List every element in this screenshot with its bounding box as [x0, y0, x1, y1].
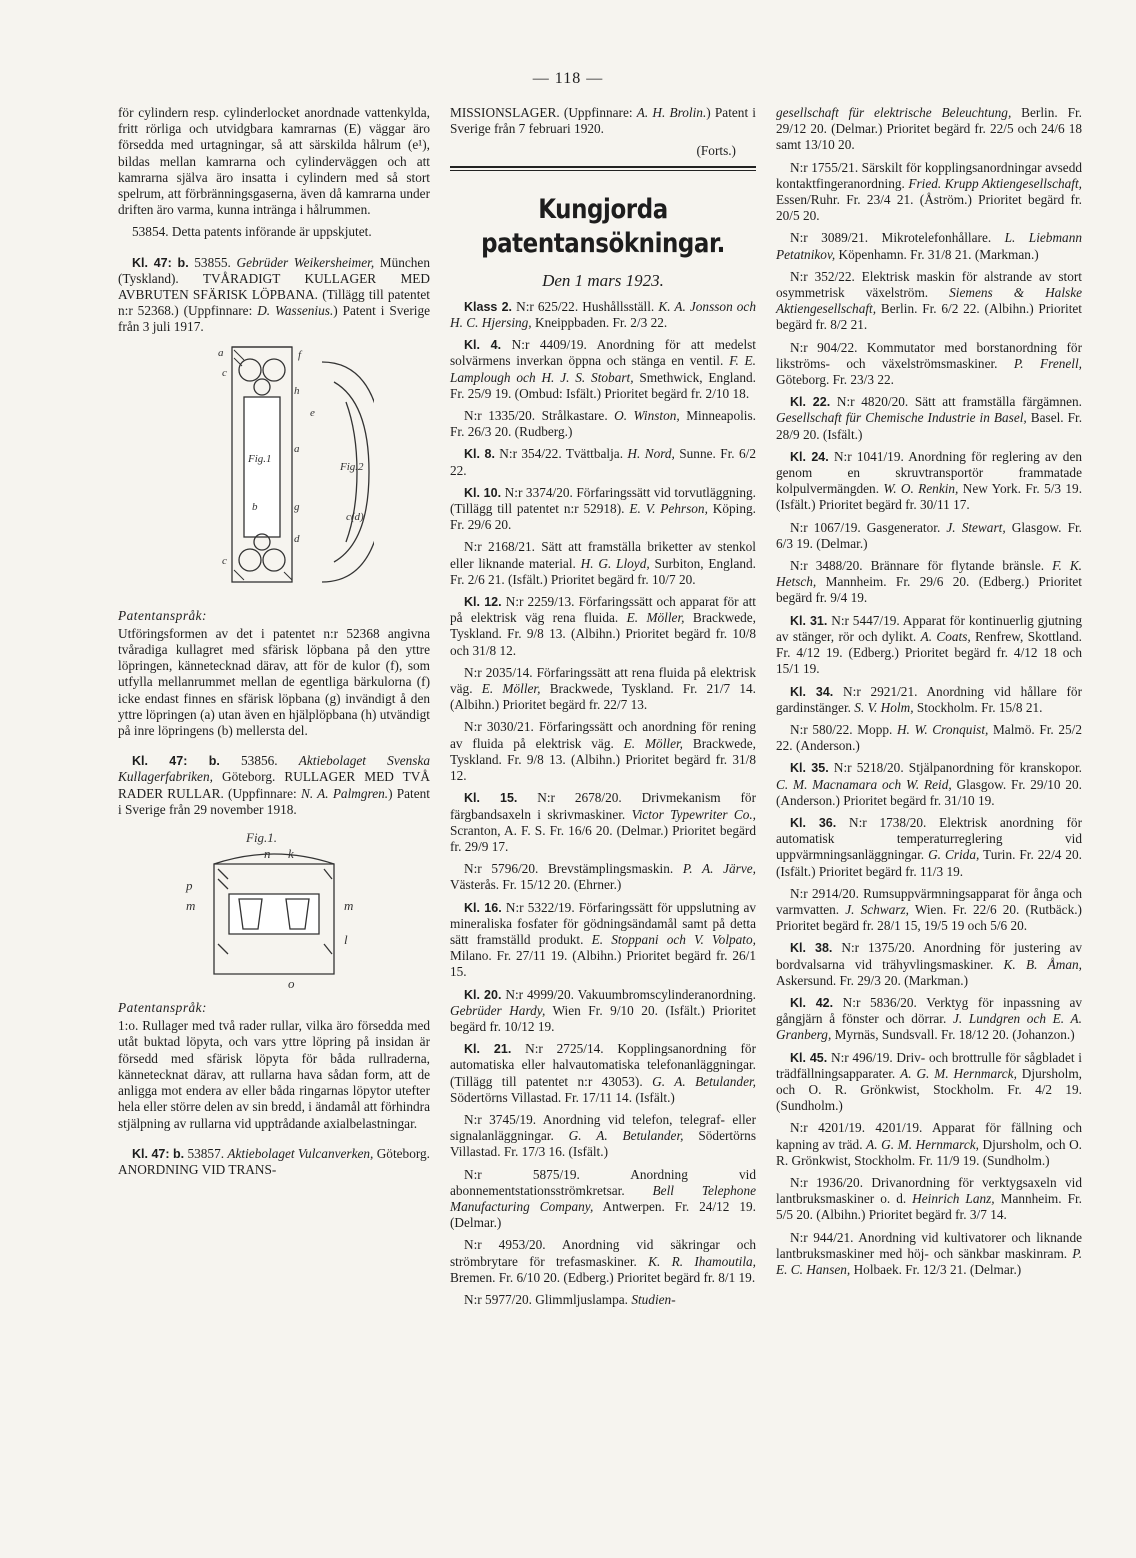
- claim-text: Utföringsformen av det i patentet n:r 52368 angivna tvåradiga kullagret med sfärisk löpbana på den yttre löpringen, kännetecknad därav, att för de kulor (f), som utfylla mellanrummet mellan de egentliga bärkulorna (f) icke endast finnes en sfärisk löpbana (g) invändigt å den yttre löpringen (a) utan även en hjälplöpbana (h) utvändigt på inre löpringens (b) mellersta del.: [118, 625, 430, 739]
- entry-text: N:r 4409/19. Anordning för att medelst solvärmens inverkan öppna och stänga en ventil.: [450, 337, 757, 369]
- applicant: Heinrich Lanz,: [912, 1191, 995, 1207]
- application-entry: [776, 815, 1082, 880]
- entry-text: München (Tyskland). TVÅRADIGT KULLAGER MED AVBRUTEN SFÄRISK LÖPBANA. (Tillägg till patentet n:r 52368.) (Uppfinnare:: [118, 254, 430, 319]
- entry-tail: Mannheim. Fr. 29/6 20. (Edberg.) Prioritet begärd fr. 9/4 19.: [776, 574, 1082, 606]
- entry-text: N:r 1375/20. Anordning för justering av bordvalsarna vid trähyvlingsmaskiner.: [776, 940, 1083, 972]
- paragraph: för cylindern resp. cylinderlocket anordnade vattenkylda, fritt rörliga och utvidgbara kamrarnas (E) väggar äro försedda med urtagningar, så att särskilda hålrum (e¹), bildas mellan kamrarna och cylinderväggen och att kamrarna själva äro insatta i cylindern med så stort spelrum, att förbränningsgaserna, även då kamrarna under driften äro varma, kunna intränga i hålrummen.: [118, 105, 430, 218]
- entry-tail: Essen/Ruhr. Fr. 23/4 21. (Åström.) Prioritet begärd fr. 20/5 20.: [776, 192, 1082, 224]
- entry-tail: Glasgow. Fr. 29/10 20. (Anderson.) Prioritet begärd fr. 31/10 19.: [776, 776, 1082, 808]
- inventor: N. A. Palmgren.: [300, 785, 389, 801]
- entry-tail: Stockholm. Fr. 15/8 21.: [916, 699, 1043, 715]
- application-entry: [776, 886, 1082, 935]
- fig-label: f: [298, 348, 302, 361]
- entry-text: N:r 3488/20. Brännare för flytande bränsle.: [790, 558, 1045, 574]
- applicant: Studien-: [631, 1291, 676, 1307]
- application-entry: [450, 1112, 756, 1161]
- column-right: [776, 105, 1082, 1284]
- entry-text: N:r 3089/21. Mikrotelefonhållare.: [790, 230, 992, 246]
- application-entry: [450, 299, 756, 331]
- entry-tail: Renfrew, Skottland. Fr. 4/12 19. (Edberg.) Prioritet begärd fr. 4/12 18 och 15/1 19.: [776, 628, 1083, 677]
- entry-tail: Södertörns Villastad. Fr. 17/3 16. (Isfält.): [450, 1128, 757, 1160]
- entry-text: N:r 5218/20. Stjälpanordning för kranskopor.: [833, 760, 1082, 776]
- entry-tail: Wien Fr. 9/10 20. (Isfält.) Prioritet begärd fr. 10/12 19.: [450, 1002, 756, 1034]
- entry-text: N:r 4953/20. Anordning vid säkringar och strömbrytare för trefasmaskiner.: [450, 1237, 756, 1269]
- entry-text: MISSIONSLAGER. (Uppfinnare:: [450, 105, 633, 120]
- class-label: Kl. 45.: [790, 1050, 828, 1065]
- entry-text: N:r 3374/20. Förfaringssätt vid torvutläggning. (Tillägg till patentet n:r 52918).: [450, 484, 756, 517]
- fig-label: Fig.2: [340, 460, 364, 473]
- applicant: A. Coats,: [920, 628, 971, 644]
- application-entry: [776, 449, 1082, 514]
- applicant: Fried. Krupp Aktiengesellschaft,: [908, 175, 1082, 191]
- entry-text: N:r 496/19. Driv- och brottrulle för sågbladet i trädfällningsapparater.: [776, 1049, 1082, 1081]
- application-entry: [776, 160, 1082, 225]
- column-left: [118, 105, 430, 1184]
- patent-number: 53856.: [241, 753, 278, 769]
- entry-text: N:r 5322/19. Förfaringssätt för uppslutning av mineraliska fosfater för gödningsändamål samt på detta sätt framställd produkt.: [450, 899, 757, 947]
- applicant: W. O. Renkin,: [883, 481, 959, 497]
- application-entry: [776, 269, 1082, 334]
- fig-label: h: [294, 384, 300, 397]
- entry-tail: Milano. Fr. 27/11 19. (Albihn.) Prioritet begärd fr. 26/1 15.: [450, 948, 756, 980]
- entry-tail: Scranton, A. F. S. Fr. 16/6 20. (Delmar.) Prioritet begärd fr. 29/9 17.: [450, 822, 756, 854]
- entry-tail: Djursholm, och O. R. Grönkwist, Stockholm. Fr. 4/2 19. (Sundholm.): [776, 1065, 1082, 1114]
- entry-text: N:r 1335/20. Strålkastare.: [464, 408, 608, 424]
- application-list: [776, 105, 1082, 1278]
- entry-text: N:r 5836/20. Verktyg för inpassning av gångjärn å fönster och dörrar.: [776, 994, 1082, 1027]
- entry-text: Göteborg. ANORDNING VID TRANS-: [118, 1145, 431, 1177]
- entry-text: N:r 4201/19. 4201/19. Apparat för fällning och kapning av träd.: [776, 1120, 1082, 1152]
- entry-text: Göteborg. RULLAGER MED TVÅ RADER RULLAR. (Uppfinnare:: [118, 769, 431, 801]
- application-entry: [776, 105, 1082, 154]
- entry-text: N:r 5796/20. Brevstämplingsmaskin.: [464, 861, 674, 877]
- class-label: Kl. 36.: [790, 815, 837, 830]
- application-entry: [450, 408, 756, 440]
- applicant: Gebrüder Weikersheimer,: [236, 254, 375, 270]
- fig-label: c(d): [346, 510, 364, 523]
- entry-tail: Holbaek. Fr. 12/3 21. (Delmar.): [853, 1262, 1022, 1277]
- patent-entry: [118, 255, 430, 336]
- entry-tail: Askersund. Fr. 29/3 20. (Markman.): [776, 972, 969, 988]
- paragraph: 53854. Detta patents införande är uppskjutet.: [132, 224, 372, 240]
- applicant: E. Möller,: [623, 735, 684, 751]
- fig-title: Fig.1.: [246, 830, 278, 846]
- application-entry: [450, 337, 756, 402]
- entry-tail: Smethwick, England. Fr. 25/9 19. (Ombud: Isfält.) Prioritet begärd fr. 2/10 18.: [450, 369, 757, 401]
- application-entry: [450, 719, 756, 784]
- inventor: D. Wassenius.: [257, 303, 334, 319]
- application-entry: [776, 394, 1082, 443]
- applicant: K. R. Ihamoutila,: [648, 1253, 757, 1269]
- application-entry: [776, 940, 1082, 989]
- fig-label: d: [294, 532, 300, 545]
- entry-text: N:r 4820/20. Sätt att framställa färgämnen.: [836, 394, 1082, 410]
- class-label: Kl. 47: b.: [132, 255, 189, 270]
- application-entry: [450, 594, 756, 659]
- application-entry: [776, 230, 1082, 262]
- applicant: Bell Telephone Manufacturing Company,: [450, 1182, 756, 1214]
- application-entry: [450, 987, 756, 1036]
- applicant: Siemens & Halske Aktiengesellschaft,: [776, 285, 1082, 317]
- class-label: Kl. 22.: [790, 395, 831, 410]
- entry-text: N:r 2725/14. Kopplingsanordning för automatiska eller halvautomatiska telefonanläggningar. (Tillägg till patentet n:r 43053).: [450, 1041, 757, 1089]
- entry-text: N:r 5875/19. Anordning vid abonnementstationsströmkretsar.: [450, 1166, 756, 1198]
- application-entry: [776, 1120, 1082, 1169]
- application-entry: [776, 1175, 1082, 1224]
- entry-tail: ) Patent i Sverige från 3 juli 1917.: [118, 303, 430, 335]
- entry-text: N:r 580/22. Mopp.: [790, 721, 893, 737]
- applicant: P. Frenell,: [1013, 355, 1082, 371]
- entry-text: N:r 944/21. Anordning vid kultivatorer och liknande lantbruksmaskiner med höj- och sänkbar maskinram.: [776, 1229, 1082, 1261]
- ball-bottom-left: [239, 549, 261, 571]
- entry-tail: Turin. Fr. 22/4 20. (Isfält.) Prioritet begärd fr. 11/3 19.: [776, 847, 1082, 879]
- applicant: Victor Typewriter Co.,: [631, 806, 757, 822]
- class-label: Kl. 35.: [790, 761, 829, 776]
- class-label: Kl. 24.: [790, 449, 829, 464]
- claim-heading: Patentanspråk:: [118, 607, 207, 623]
- applicant: S. V. Holm,: [854, 699, 914, 715]
- applicant: Gebrüder Hardy,: [450, 1002, 546, 1018]
- applicant: P. A. Järve,: [682, 861, 756, 877]
- applicant: C. M. Macnamara och W. Reid,: [776, 776, 952, 792]
- applicant: J. Stewart,: [946, 519, 1006, 535]
- entry-tail: Glasgow. Fr. 6/3 19. (Delmar.): [776, 519, 1082, 551]
- entry-text: N:r 2678/20. Drivmekanism för färgbandsaxeln i skrivmaskiner.: [450, 790, 757, 822]
- class-label: Kl. 10.: [464, 485, 502, 500]
- entry-tail: Göteborg. Fr. 23/3 22.: [776, 372, 894, 388]
- application-entry: [450, 900, 756, 981]
- class-label: Kl. 15.: [464, 791, 518, 806]
- entry-tail: Berlin. Fr. 29/12 20. (Delmar.) Prioritet begärd fr. 22/5 och 24/6 18 samt 13/10 20.: [776, 105, 1082, 153]
- entry-tail: Wien. Fr. 22/6 20. (Rutbäck.) Prioritet begärd fr. 28/1 15, 19/5 19 och 5/6 20.: [776, 901, 1082, 934]
- entry-tail: Antwerpen. Fr. 24/12 19. (Delmar.): [450, 1198, 756, 1231]
- claim-heading: Patentanspråk:: [118, 1000, 207, 1016]
- continuation-note: (Forts.): [696, 143, 736, 159]
- section-headline: Kungjorda patentansökningar.: [481, 193, 725, 259]
- fig-label: c: [222, 554, 227, 567]
- application-entry: [776, 558, 1082, 607]
- patent-entry: [118, 1146, 430, 1178]
- applicant: L. Liebmann Petatnikov,: [776, 230, 1082, 262]
- inventor: A. H. Brolin.: [636, 105, 707, 120]
- applicant: G. Crida,: [928, 847, 980, 863]
- ball-top-center: [254, 379, 270, 395]
- applicant: P. E. C. Hansen,: [776, 1245, 1083, 1277]
- class-label: Kl. 38.: [790, 941, 833, 956]
- fig-label: m: [186, 898, 196, 914]
- patent-entry: [118, 753, 430, 818]
- entry-text: N:r 3745/19. Anordning vid telefon, telegraf- eller signalanläggningar.: [450, 1111, 756, 1144]
- entry-text: N:r 2035/14. Förfaringssätt att rena fluida på elektrisk väg.: [450, 664, 756, 697]
- applicant: G. A. Betulander,: [652, 1073, 756, 1089]
- entry-tail: Malmö. Fr. 25/2 22. (Anderson.): [776, 721, 1082, 754]
- entry-text: N:r 1738/20. Elektrisk anordning för automatisk temperaturreglering vid uppvärmningsanläggningar.: [776, 814, 1083, 863]
- entry-tail: Sunne. Fr. 6/2 22.: [450, 446, 756, 478]
- application-entry: [450, 665, 756, 714]
- applicant: E. V. Pehrson,: [629, 501, 708, 517]
- application-entry: [776, 340, 1082, 389]
- entry-text: N:r 352/22. Elektrisk maskin för alstrande av stort osymmetrisk växelström.: [776, 268, 1082, 301]
- applicant: Aktiebolaget Vulcanverken,: [227, 1145, 374, 1161]
- patent-number: 53857.: [187, 1145, 225, 1161]
- applicant: F. K. Hetsch,: [776, 558, 1083, 590]
- application-entry: [450, 1041, 756, 1106]
- ball-top-left: [239, 359, 261, 381]
- entry-text: N:r 625/22. Hushållsställ.: [516, 298, 655, 314]
- class-label: Kl. 47: b.: [132, 1146, 185, 1161]
- applicant: H. G. Lloyd,: [580, 555, 650, 571]
- entry-text: N:r 2168/21. Sätt att framställa briketter av stenkol eller liknande material.: [450, 539, 756, 571]
- entry-text: N:r 1041/19. Anordning för reglering av den genom en skruvtransportör frammatade kolpulvermängden.: [776, 448, 1082, 497]
- application-entry: [776, 1230, 1082, 1279]
- entry-tail: Södertörns Villastad. Fr. 17/11 14. (Isfält.): [450, 1089, 675, 1105]
- fig-label: l: [344, 932, 348, 948]
- fig-label: e: [310, 406, 315, 419]
- applicant: gesellschaft für elektrische Beleuchtung,: [776, 105, 1012, 120]
- ball-top-right: [263, 359, 285, 381]
- application-entry: [776, 722, 1082, 754]
- entry-tail: Mannheim. Fr. 5/5 20. (Albihn.) Prioritet begärd fr. 3/7 14.: [776, 1191, 1082, 1223]
- application-entry: [450, 790, 756, 855]
- entry-text: N:r 1936/20. Drivanordning för verktygsaxeln vid lantbruksmaskiner o. d.: [776, 1174, 1082, 1207]
- application-entry: [776, 1050, 1082, 1115]
- bearing-inner-ring: [244, 397, 280, 537]
- entry-tail: Köping. Fr. 29/6 20.: [450, 501, 756, 533]
- applicant: A. G. M. Hernmarck,: [866, 1136, 979, 1152]
- fig-label: a: [218, 346, 224, 359]
- application-entry: [450, 1237, 756, 1286]
- application-list: [450, 299, 756, 1308]
- class-label: Klass 2.: [464, 299, 513, 314]
- applicant: J. Schwarz,: [845, 901, 909, 917]
- entry-tail: Myrnäs, Sundsvall. Fr. 18/12 20. (Johanzon.): [834, 1027, 1075, 1043]
- entry-tail: Kneippbaden. Fr. 2/3 22.: [534, 315, 668, 331]
- fig-label: k: [288, 846, 294, 862]
- entry-text: N:r 2259/13. Förfaringssätt och apparat för att på elektrisk väg rena fluida.: [450, 594, 756, 626]
- application-entry: [776, 613, 1082, 678]
- entry-tail: Basel. Fr. 28/9 20. (Isfält.): [776, 410, 1083, 442]
- applicant: K. A. Jonsson och H. C. Hjersing,: [450, 298, 756, 331]
- entry-tail: Brackwede, Tyskland. Fr. 9/8 13. (Albihn.) Prioritet begärd fr. 31/8 12.: [450, 735, 757, 784]
- applicant: A. G. M. Hernmarck,: [900, 1065, 1017, 1081]
- entry-tail: Brackwede, Tyskland. Fr. 21/7 14. (Albihn.) Prioritet begärd fr. 22/7 13.: [450, 681, 756, 713]
- class-label: Kl. 34.: [790, 684, 834, 699]
- applicant: Aktiebolaget Svenska Kullagerfabriken,: [118, 753, 430, 785]
- applicant: K. B. Åman,: [1003, 956, 1082, 972]
- entry-tail: Västerås. Fr. 15/12 20. (Ehrner.): [450, 877, 622, 893]
- class-label: Kl. 16.: [464, 900, 502, 915]
- entry-tail: Köpenhamn. Fr. 31/8 21. (Markman.): [838, 246, 1039, 262]
- entry-text: N:r 4999/20. Vakuumbromscylinderanordning.: [505, 986, 756, 1002]
- application-entry: [776, 684, 1082, 716]
- bearing-figure-1: [174, 342, 374, 602]
- class-label: Kl. 42.: [790, 995, 834, 1010]
- column-middle: [450, 105, 756, 1314]
- entry-tail: Bremen. Fr. 6/10 20. (Edberg.) Prioritet begärd fr. 8/1 19.: [450, 1269, 756, 1285]
- fig-label: m: [344, 898, 354, 914]
- fig-label: b: [252, 500, 258, 513]
- entry-text: N:r 2921/21. Anordning vid hållare för gardinstänger.: [776, 683, 1082, 715]
- applicant: H. W. Cronquist,: [896, 721, 989, 737]
- ball-bottom-right: [263, 549, 285, 571]
- class-label: Kl. 8.: [464, 447, 495, 462]
- class-label: Kl. 31.: [790, 613, 828, 628]
- paragraph: [450, 105, 756, 137]
- application-entry: [776, 760, 1082, 809]
- entry-text: N:r 354/22. Tvättbalja.: [499, 446, 624, 462]
- applicant: E. Möller,: [481, 681, 541, 697]
- class-label: Kl. 4.: [464, 338, 502, 353]
- entry-tail: Berlin. Fr. 6/2 22. (Albihn.) Prioritet begärd fr. 8/2 21.: [776, 301, 1083, 333]
- fig-label: c: [222, 366, 227, 379]
- fig-label: o: [288, 976, 295, 992]
- entry-text: N:r 1067/19. Gasgenerator.: [790, 519, 941, 535]
- section-divider: [450, 166, 756, 171]
- entry-text: N:r 3030/21. Förfaringssätt och anordning för rening av fluida på elektrisk väg.: [450, 719, 756, 751]
- applicant: F. E. Lamplough och H. J. S. Stobart,: [450, 353, 756, 385]
- entry-text: N:r 5447/19. Apparat för kontinuerlig gjutning av stänger, rör och dylikt.: [776, 612, 1083, 644]
- entry-tail: Surbiton, England. Fr. 2/6 21. (Isfält.) Prioritet begärd fr. 10/7 20.: [450, 555, 756, 587]
- entry-text: N:r 1755/21. Särskilt för kopplingsanordningar avsedd kontaktfingeranordning.: [776, 159, 1082, 191]
- applicant: J. Lundgren och E. A. Granberg,: [776, 1011, 1082, 1043]
- fig-label: Fig.1: [248, 452, 272, 465]
- claim-text: 1:o. Rullager med två rader rullar, vilka äro försedda med utåt buktad löpyta, och vars yttre löpring på insidan är försedd med sfärisk löpyta för båda rullraderna, kännetecknat därav, att rullarna hava sådan form, att de anliggа mot endera av eller båda ringarnas löpytor utefter hela eller större delen av sin bredd, i ändamål att förhindra stjälpning av rullarna vid upptrådande axialbelastningar.: [118, 1018, 430, 1131]
- applicant: E. Stoppani och V. Volpato,: [591, 931, 756, 947]
- roller-bearing-figure: [184, 824, 364, 994]
- date-line: Den 1 mars 1923.: [542, 270, 664, 290]
- fig-label: a: [294, 442, 300, 455]
- applicant: H. Nord,: [627, 446, 675, 462]
- application-entry: [450, 861, 756, 893]
- entry-tail: New York. Fr. 5/3 19. (Isfält.) Prioritet begärd fr. 30/11 17.: [776, 481, 1083, 513]
- entry-tail: Brackwede, Tyskland. Fr. 9/8 13. (Albihn.) Prioritet begärd fr. 10/8 och 31/8 12.: [450, 610, 756, 658]
- class-label: Kl. 20.: [464, 987, 502, 1002]
- entry-text: N:r 904/22. Kommutator med borstanordning för likströms- och växelströmsmaskiner.: [776, 339, 1082, 371]
- application-entry: [776, 995, 1082, 1044]
- entry-tail: Djursholm, och O. R. Grönkwist, Stockholm. Fr. 11/9 19. (Sundholm.): [776, 1136, 1083, 1168]
- entry-text: N:r 2914/20. Rumsuppvärmningsapparat för ånga och varmvatten.: [776, 885, 1082, 917]
- fig-label: p: [186, 878, 193, 894]
- class-label: Kl. 47: b.: [132, 754, 220, 769]
- entry-text: N:r 5977/20. Glimmljuslampa.: [464, 1291, 628, 1307]
- applicant: G. A. Betulander,: [568, 1128, 684, 1144]
- application-entry: [450, 539, 756, 588]
- page-number: — 118 —: [532, 70, 604, 87]
- patent-number: 53855.: [194, 254, 231, 270]
- entry-tail: Minneapolis. Fr. 26/3 20. (Rudberg.): [450, 408, 756, 440]
- application-entry: [776, 520, 1082, 552]
- application-entry: [450, 1167, 756, 1232]
- entry-tail: ) Patent i Sverige från 7 februari 1920.: [450, 105, 757, 137]
- application-entry: [450, 446, 756, 478]
- application-entry: [450, 485, 756, 534]
- class-label: Kl. 12.: [464, 595, 502, 610]
- class-label: Kl. 21.: [464, 1042, 512, 1057]
- entry-tail: ) Patent i Sverige från 29 november 1918.: [118, 785, 430, 817]
- fig-label: g: [294, 500, 300, 513]
- applicant: E. Möller,: [626, 610, 685, 626]
- applicant: O. Winston,: [614, 408, 680, 424]
- application-entry: [450, 1292, 756, 1308]
- applicant: Gesellschaft für Chemische Industrie in Basel,: [776, 410, 1027, 426]
- fig-label: n: [264, 846, 271, 862]
